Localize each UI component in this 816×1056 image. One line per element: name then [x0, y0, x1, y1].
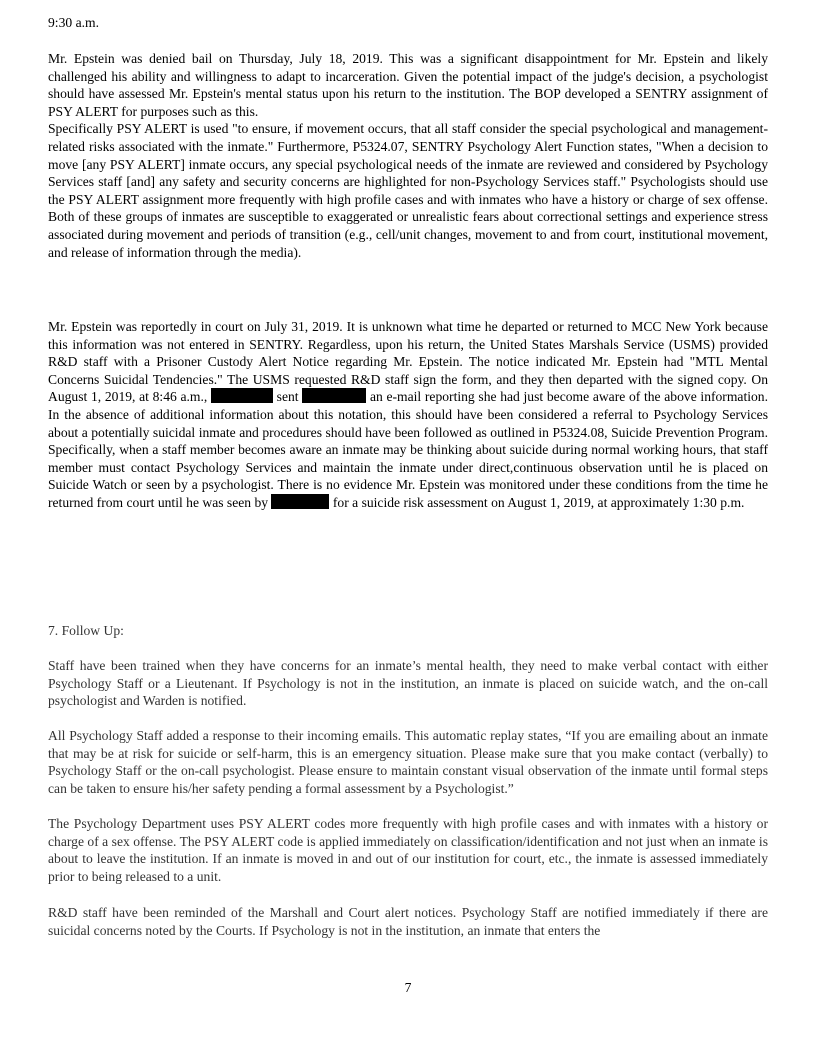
- court-paragraph-text-3: an e-mail reporting she had just become aware of the above information. In the absence of additional information about this notation, this should have been considered a referral to Psychology Services about a potentially suicidal inmate and procedures should have been followed as outlined in P5324.08, Suicide Prevention Program. Specifically, when a staff member becomes aware an inmate may be thinking about suicide during normal working hours, that staff member must contact Psychology Services and maintain the inmate under direct,continuous observation until he is placed on Suicide Watch or seen by a psychologist. There is no evidence Mr. Epstein was monitored under these conditions from the time he returned from court until he was seen by: [48, 389, 768, 510]
- redaction-block-3: [271, 494, 329, 509]
- bail-paragraph-sentence-group-2: Specifically PSY ALERT is used "to ensure, if movement occurs, that all staff consider the special psychological and management-related risks associated with the inmate." Furthermore, P5324.07, SENTRY Psychology Alert Function states, "When a decision to move [any PSY ALERT] inmate occurs, any special psychological needs of the inmate are reviewed and considered by Psychology Services staff [and] any safety and security concerns are highlighted for non-Psychology Services staff." Psychologists should use the PSY ALERT assignment more frequently with high profile cases and with inmates who have a history or charge of sex offense. Both of these groups of inmates are susceptible to exaggerated or unrealistic fears about correctional settings and experience stress associated during movement and periods of transition (e.g., cell/unit changes, movement to and from court, institutional movement, and release of information through the media).: [48, 121, 768, 260]
- court-paragraph-text-2: sent: [272, 389, 303, 405]
- follow-up-heading: 7. Follow Up:: [48, 623, 124, 638]
- time-line: 9:30 a.m.: [48, 15, 99, 30]
- page-number: 7: [404, 980, 412, 995]
- follow-up-paragraph-email: All Psychology Staff added a response to their incoming emails. This automatic replay states, “If you are emailing about an inmate that may be at risk for suicide or self-harm, this is an emergency situation. Please make sure that you make contact (verbally) to Psychology Staff or the on-call psychologist. Please ensure to maintain constant visual observation of the inmate until formal steps can be taken to ensure his/her safety pending a formal assessment by a Psychologist.”: [48, 728, 768, 796]
- bail-paragraph-sentence-group-1: Mr. Epstein was denied bail on Thursday, July 18, 2019. This was a significant disappointment for Mr. Epstein and likely challenged his ability and willingness to adapt to incarceration. Given the potential impact of the judge's decision, a psychologist should have assessed Mr. Epstein's mental status upon his return to the institution. The BOP developed a SENTRY assignment of PSY ALERT for purposes such as this.: [48, 51, 768, 119]
- bail-paragraph: [48, 50, 768, 261]
- court-paragraph: [48, 318, 768, 512]
- follow-up-paragraph-psy-alert: The Psychology Department uses PSY ALERT codes more frequently with high profile cases and with inmates with a history or charge of a sex offense. The PSY ALERT code is applied immediately on classification/identification and not just when an inmate is about to leave the institution. If an inmate is moved in and out of our institution for court, etc., the inmate is assessed immediately prior to being released to a unit.: [48, 816, 768, 884]
- redaction-block-2: [302, 388, 366, 403]
- follow-up-paragraph-rd-staff: R&D staff have been reminded of the Marshall and Court alert notices. Psychology Staff are notified immediately if there are suicidal concerns noted by the Courts. If Psychology is not in the institution, an inmate that enters the: [48, 905, 768, 938]
- redaction-block-1: [211, 388, 273, 403]
- court-paragraph-text-1: Mr. Epstein was reportedly in court on July 31, 2019. It is unknown what time he departed or returned to MCC New York because this information was not entered in SENTRY. Regardless, upon his return, the United States Marshals Service (USMS) provided R&D staff with a Prisoner Custody Alert Notice regarding Mr. Epstein. The notice indicated Mr. Epstein had "MTL Mental Concerns Suicidal Tendencies." The USMS requested R&D staff sign the form, and they then departed with the signed copy. On August 1, 2019, at 8:46 a.m.,: [48, 319, 768, 405]
- court-paragraph-text-4: for a suicide risk assessment on August 1, 2019, at approximately 1:30 p.m.: [329, 494, 745, 510]
- follow-up-paragraph-training: Staff have been trained when they have concerns for an inmate’s mental health, they need to make verbal contact with either Psychology Staff or a Lieutenant. If Psychology is not in the institution, an inmate is placed on suicide watch, and the on-call psychologist and Warden is notified.: [48, 658, 768, 709]
